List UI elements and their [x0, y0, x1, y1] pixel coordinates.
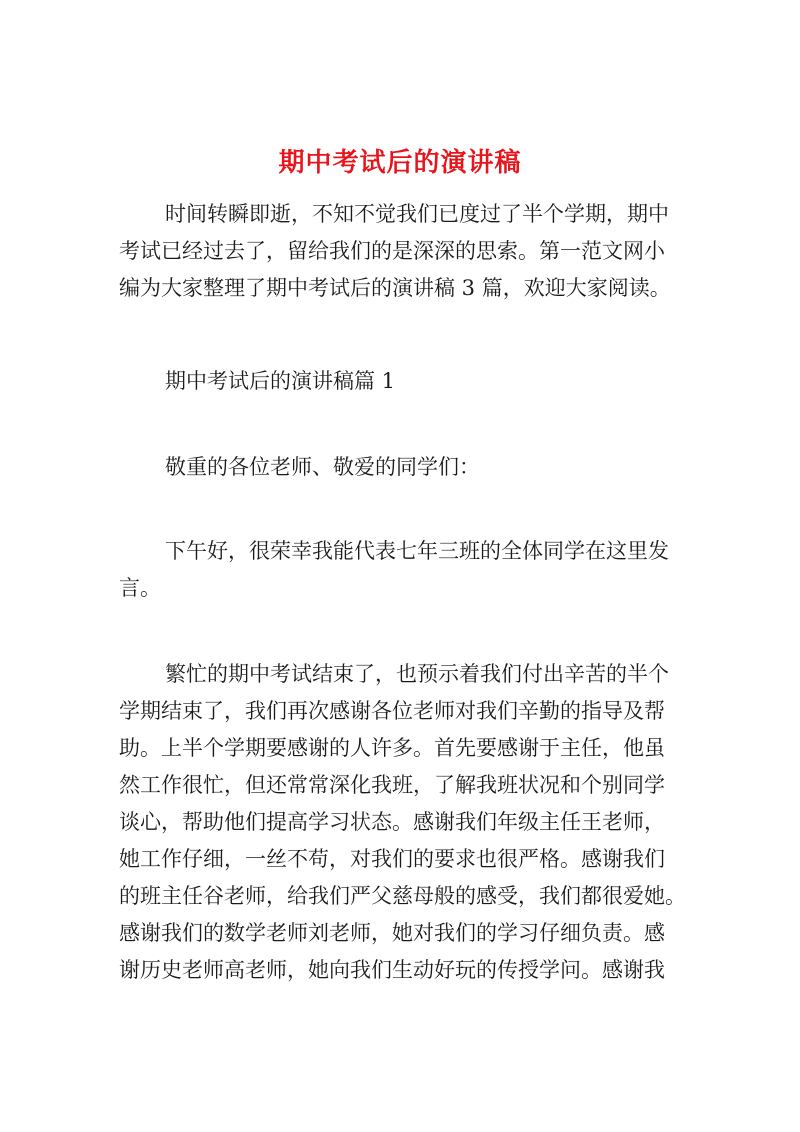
section-heading: [119, 363, 685, 400]
paragraph-line: 言。: [119, 576, 161, 600]
paragraph-line: 她工作仔细，一丝不苟，对我们的要求也很严格。感谢我们: [119, 847, 665, 871]
paragraph-line: 谢历史老师高老师，她向我们生动好玩的传授学问。感谢我: [119, 958, 665, 982]
paragraph-line: 时间转瞬即逝，不知不觉我们已度过了半个学期，期中: [165, 202, 669, 226]
paragraph-line: 的班主任谷老师，给我们严父慈母般的感受，我们都很爱她。: [119, 884, 686, 908]
paragraph-line: 下午好，很荣幸我能代表七年三班的全体同学在这里发: [165, 539, 669, 563]
paragraph-line: 感谢我们的数学老师刘老师，她对我们的学习仔细负责。感: [119, 921, 665, 945]
paragraph-line: 然工作很忙，但还常常深化我班，了解我班状况和个别同学: [119, 773, 665, 797]
intro-paragraph: [119, 196, 685, 307]
paragraph-line: 考试已经过去了，留给我们的是深深的思索。第一范文网小: [119, 239, 665, 263]
paragraph-line: 编为大家整理了期中考试后的演讲稿 3 篇，欢迎大家阅读。: [119, 276, 671, 300]
paragraph-line: 助。上半个学期要感谢的人许多。首先要感谢于主任，他虽: [119, 736, 665, 760]
body-paragraph: [119, 656, 685, 989]
paragraph-line: 期中考试后的演讲稿篇 1: [165, 369, 396, 393]
greeting-paragraph: [119, 533, 685, 607]
paragraph-line: 繁忙的期中考试结束了，也预示着我们付出辛苦的半个: [165, 662, 669, 686]
document-title: 期中考试后的演讲稿: [278, 148, 522, 179]
paragraph-line: 敬重的各位老师、敬爱的同学们：: [165, 455, 480, 479]
salutation-paragraph: [119, 449, 685, 486]
paragraph-line: 学期结束了，我们再次感谢各位老师对我们辛勤的指导及帮: [119, 699, 665, 723]
paragraph-line: 谈心，帮助他们提高学习状态。感谢我们年级主任王老师，: [119, 810, 665, 834]
